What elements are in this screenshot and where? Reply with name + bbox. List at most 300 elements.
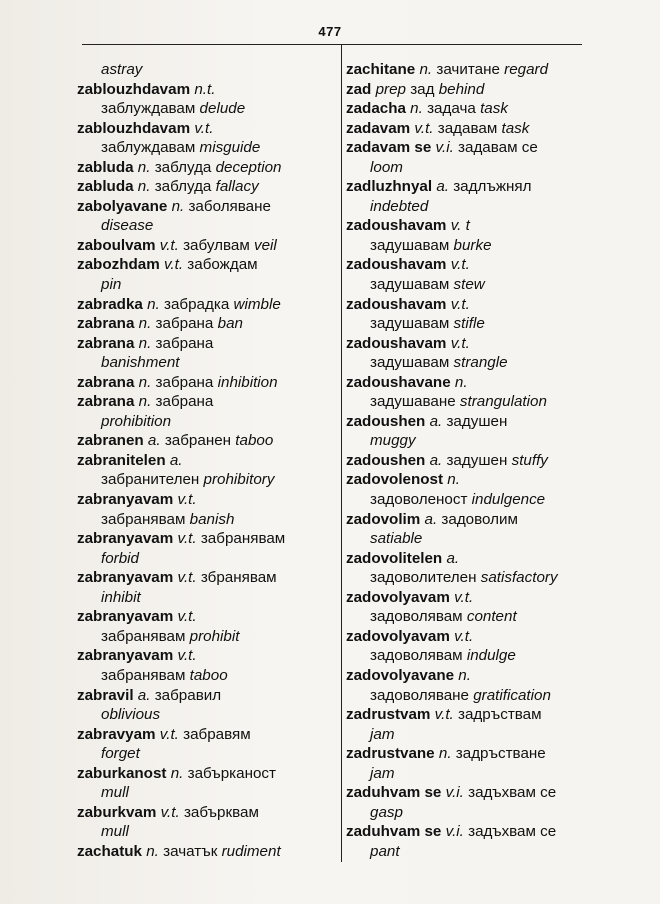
entry-line [77, 822, 339, 842]
dictionary-entry [346, 119, 608, 139]
bulgarian-term: забулвам [183, 236, 250, 254]
bulgarian-term: забравил [154, 686, 222, 704]
entry-line [77, 431, 339, 451]
part-of-speech: v.t. [159, 236, 179, 254]
headword: zabranyavam [77, 569, 174, 587]
part-of-speech: v.t. [177, 491, 197, 509]
dictionary-entry [77, 451, 339, 490]
headword: zadoushavam [346, 256, 447, 274]
english-translation: stifle [453, 315, 485, 333]
bulgarian-term: задушен [446, 412, 508, 430]
entry-line [346, 216, 608, 236]
page-number: 477 [318, 24, 342, 39]
entry-line [77, 353, 339, 373]
part-of-speech: v.t. [177, 569, 197, 587]
entry-line [77, 783, 339, 803]
part-of-speech: n. [458, 666, 471, 684]
bulgarian-term: забранителен [101, 471, 200, 489]
english-translation: prohibit [189, 627, 240, 645]
headword: zaburkvam [77, 803, 157, 821]
dictionary-entry [77, 158, 339, 178]
part-of-speech: v.t. [177, 647, 197, 665]
bulgarian-term: забранявам [101, 510, 186, 528]
entry-line [346, 295, 608, 315]
headword: zadacha [346, 100, 406, 118]
english-translation: disease [101, 217, 154, 235]
headword: zabranitelen [77, 451, 166, 469]
entry-line [346, 314, 608, 334]
english-translation: taboo [189, 666, 228, 684]
bulgarian-term: заблуда [154, 158, 212, 176]
part-of-speech: n. [147, 295, 160, 313]
entry-line [346, 197, 608, 217]
headword: zabluda [77, 178, 134, 196]
english-translation: inhibition [217, 373, 278, 391]
dictionary-entry [77, 255, 339, 294]
english-translation: jam [370, 725, 395, 743]
dictionary-entry [77, 607, 339, 646]
bulgarian-term: забърквам [183, 803, 259, 821]
english-translation: strangle [453, 354, 508, 372]
entry-line [77, 666, 339, 686]
headword: zablouzhdavam [77, 119, 191, 137]
english-translation: astray [101, 61, 143, 78]
english-translation: wimble [233, 295, 281, 313]
bulgarian-term: зачатък [163, 842, 218, 860]
headword: zadovolyavane [346, 666, 455, 684]
headword: zaboulvam [77, 236, 156, 254]
dictionary-entry [77, 764, 339, 803]
entry-line [346, 60, 608, 80]
english-translation: deception [215, 158, 282, 176]
dictionary-entry [346, 177, 608, 216]
headword: zadoushavane [346, 373, 451, 391]
headword: zabradka [77, 295, 143, 313]
part-of-speech: v.t. [414, 119, 434, 137]
headword: zabranyavam [77, 647, 174, 665]
dictionary-entry [346, 138, 608, 177]
entry-line [77, 490, 339, 510]
part-of-speech: n. [138, 393, 152, 411]
part-of-speech: n.t. [194, 80, 216, 98]
entry-line [346, 490, 608, 510]
entry-line [77, 314, 339, 334]
entry-line [346, 119, 608, 139]
dictionary-entry [77, 177, 339, 197]
bulgarian-term: задръствам [458, 706, 542, 724]
entry-line [346, 666, 608, 686]
headword: zabranyavam [77, 491, 174, 509]
headword: zabranyavam [77, 608, 174, 626]
english-translation: mull [101, 823, 129, 841]
english-translation: content [466, 608, 517, 626]
dictionary-entry [346, 627, 608, 666]
english-translation: jam [370, 764, 395, 782]
part-of-speech: n. [138, 315, 152, 333]
bulgarian-term: задушавам [370, 315, 450, 333]
headword: zabolyavane [77, 197, 168, 215]
english-translation: behind [438, 80, 485, 98]
entry-line [346, 431, 608, 451]
headword: zadluzhnyal [346, 178, 433, 196]
dictionary-entry [77, 529, 339, 568]
part-of-speech: n. [438, 745, 452, 763]
bulgarian-term: задоволеност [370, 491, 468, 509]
part-of-speech: a. [446, 549, 460, 567]
entry-line [77, 275, 339, 295]
bulgarian-term: задушавам [370, 276, 450, 294]
entry-line [346, 842, 608, 862]
dictionary-entry [77, 490, 339, 529]
entry-line [346, 275, 608, 295]
bulgarian-term: забрана [155, 393, 214, 411]
entry-line [77, 510, 339, 530]
dictionary-entry [346, 255, 608, 294]
part-of-speech: v.t. [454, 588, 474, 606]
entry-line [77, 607, 339, 627]
headword: zadavam [346, 119, 411, 137]
headword: zadrustvam [346, 706, 431, 724]
entry-line [346, 510, 608, 530]
entry-line [346, 412, 608, 432]
part-of-speech: v.i. [445, 823, 464, 841]
bulgarian-term: забранен [164, 432, 232, 450]
bulgarian-term: задавам [437, 119, 498, 137]
english-translation: forbid [101, 549, 139, 567]
entry-line [77, 744, 339, 764]
headword: zadoushen [346, 451, 426, 469]
headword: zadoushen [346, 412, 426, 430]
column-divider [341, 44, 342, 862]
headword: zadovolyavam [346, 627, 450, 645]
entry-line [77, 470, 339, 490]
bulgarian-term: задача [427, 100, 476, 118]
entry-line [77, 803, 339, 823]
part-of-speech: v.t. [177, 608, 197, 626]
headword: zabluda [77, 158, 134, 176]
headword: zadavam se [346, 139, 432, 157]
headword: zadovolim [346, 510, 421, 528]
part-of-speech: n. [146, 842, 159, 860]
part-of-speech: prep [375, 80, 406, 98]
entry-line [77, 549, 339, 569]
part-of-speech: v.t. [450, 334, 470, 352]
headword: zabrana [77, 373, 135, 391]
entry-line [77, 725, 339, 745]
bulgarian-term: забрана [155, 373, 214, 391]
headword: zaduhvam se [346, 823, 442, 841]
entry-line [77, 842, 339, 862]
headword: zabrana [77, 334, 135, 352]
bulgarian-term: заблуждавам [101, 139, 196, 157]
english-translation: regard [504, 61, 549, 78]
dictionary-entry [346, 666, 608, 705]
bulgarian-term: забранявам [200, 530, 286, 548]
dictionary-entry [77, 197, 339, 236]
part-of-speech: v.t. [160, 803, 180, 821]
part-of-speech: n. [170, 764, 184, 782]
part-of-speech: n. [447, 471, 460, 489]
entry-line [346, 549, 608, 569]
bulgarian-term: задоволяване [370, 686, 469, 704]
entry-line [346, 764, 608, 784]
dictionary-entry [77, 295, 339, 315]
headword: zablouzhdavam [77, 80, 191, 98]
right-column [346, 60, 608, 861]
english-translation: indulge [466, 647, 516, 665]
entry-line [77, 373, 339, 393]
dictionary-entry [346, 822, 608, 861]
bulgarian-term: забрана [155, 315, 214, 333]
dictionary-entry [77, 60, 339, 80]
dictionary-entry [77, 568, 339, 607]
entry-line [77, 99, 339, 119]
part-of-speech: n. [454, 373, 468, 391]
entry-line [346, 255, 608, 275]
english-translation: pant [370, 842, 400, 860]
entry-line [346, 588, 608, 608]
entry-line [346, 744, 608, 764]
part-of-speech: a. [436, 178, 449, 196]
dictionary-entry [346, 80, 608, 100]
part-of-speech: a. [424, 510, 438, 528]
bulgarian-term: задоволим [441, 510, 518, 528]
english-translation: indebted [370, 197, 429, 215]
entry-line [346, 334, 608, 354]
bulgarian-term: збранявам [200, 569, 277, 587]
entry-line [346, 470, 608, 490]
headword: zadoushavam [346, 295, 447, 313]
headword: zad [346, 80, 372, 98]
bulgarian-term: забождам [187, 256, 258, 274]
dictionary-entry [77, 80, 339, 119]
part-of-speech: v.t. [194, 119, 214, 137]
entry-line [346, 529, 608, 549]
entry-line [77, 764, 339, 784]
bulgarian-term: задоволителен [370, 569, 477, 587]
english-translation: stuffy [511, 451, 548, 469]
entry-line [346, 392, 608, 412]
english-translation: banishment [101, 354, 180, 372]
bulgarian-term: зачитане [436, 61, 500, 78]
part-of-speech: a. [429, 451, 443, 469]
dictionary-entry [346, 451, 608, 471]
entry-line [346, 99, 608, 119]
english-translation: veil [254, 236, 277, 254]
entry-line [346, 80, 608, 100]
part-of-speech: n. [419, 61, 433, 78]
entry-line [346, 783, 608, 803]
part-of-speech: a. [147, 432, 161, 450]
bulgarian-term: заблуда [154, 178, 212, 196]
entry-line [77, 412, 339, 432]
entry-line [346, 373, 608, 393]
english-translation: satiable [370, 530, 423, 548]
headword: zabravil [77, 686, 134, 704]
bulgarian-term: задоволявам [370, 647, 463, 665]
english-translation: stew [453, 276, 485, 294]
bulgarian-term: задушавам [370, 354, 450, 372]
part-of-speech: a. [429, 412, 443, 430]
dictionary-entry [77, 803, 339, 842]
entry-line [346, 607, 608, 627]
entry-line [77, 588, 339, 608]
headword: zabozhdam [77, 256, 160, 274]
dictionary-entry [77, 236, 339, 256]
part-of-speech: n. [410, 100, 423, 118]
bulgarian-term: заболяване [188, 197, 271, 215]
entry-line [77, 158, 339, 178]
entry-line [77, 60, 339, 80]
dictionary-entry [346, 783, 608, 822]
headword: zadovolyavam [346, 588, 450, 606]
dictionary-entry [77, 314, 339, 334]
entry-line [346, 177, 608, 197]
english-translation: indulgence [471, 491, 546, 509]
english-translation: loom [370, 158, 403, 176]
entry-line [77, 119, 339, 139]
dictionary-entry [346, 99, 608, 119]
part-of-speech: v.t. [434, 706, 454, 724]
english-translation: strangulation [459, 393, 547, 411]
entry-line [77, 334, 339, 354]
part-of-speech: n. [137, 158, 151, 176]
headword: zabravyam [77, 725, 156, 743]
bulgarian-term: забранявам [101, 627, 186, 645]
dictionary-entry [77, 646, 339, 685]
dictionary-entry [77, 392, 339, 431]
dictionary-entry [346, 510, 608, 549]
english-translation: misguide [199, 139, 261, 157]
headword: zabranyavam [77, 530, 174, 548]
bulgarian-term: забравям [183, 725, 251, 743]
english-translation: muggy [370, 432, 416, 450]
part-of-speech: n. [138, 373, 152, 391]
headword: zaburkanost [77, 764, 167, 782]
english-translation: satisfactory [480, 569, 558, 587]
headword: zadrustvane [346, 745, 435, 763]
english-translation: gasp [370, 803, 403, 821]
entry-line [77, 138, 339, 158]
entry-line [77, 255, 339, 275]
bulgarian-term: заблуждавам [101, 100, 196, 118]
entry-line [346, 822, 608, 842]
dictionary-entry [346, 373, 608, 412]
part-of-speech: n. [137, 178, 151, 196]
entry-line [77, 392, 339, 412]
entry-line [346, 236, 608, 256]
headword: zabrana [77, 393, 135, 411]
entry-line [77, 216, 339, 236]
english-translation: forget [101, 745, 140, 763]
entry-line [346, 705, 608, 725]
english-translation: taboo [235, 432, 274, 450]
dictionary-entry [346, 412, 608, 451]
entry-line [346, 686, 608, 706]
english-translation: prohibition [101, 412, 172, 430]
entry-line [77, 451, 339, 471]
entry-line [77, 80, 339, 100]
english-translation: inhibit [101, 588, 141, 606]
english-translation: fallacy [215, 178, 259, 196]
part-of-speech: a. [137, 686, 151, 704]
bulgarian-term: забрадка [164, 295, 230, 313]
part-of-speech: v.t. [163, 256, 184, 274]
dictionary-entry [346, 470, 608, 509]
bulgarian-term: задъхвам се [468, 784, 557, 802]
bulgarian-term: забранявам [101, 666, 186, 684]
bulgarian-term: задоволявам [370, 608, 463, 626]
english-translation: task [501, 119, 530, 137]
entry-line [346, 627, 608, 647]
entry-line [77, 236, 339, 256]
entry-line [77, 627, 339, 647]
dictionary-entry [77, 686, 339, 725]
english-translation: ban [217, 315, 243, 333]
entry-line [346, 725, 608, 745]
headword: zachatuk [77, 842, 142, 860]
entry-line [77, 568, 339, 588]
dictionary-entry [346, 744, 608, 783]
english-translation: mull [101, 784, 129, 802]
headword: zadovolitelen [346, 549, 443, 567]
dictionary-entry [77, 725, 339, 764]
entry-line [77, 705, 339, 725]
dictionary-entry [77, 842, 339, 862]
entry-line [346, 646, 608, 666]
bulgarian-term: задушавам [370, 236, 450, 254]
part-of-speech: v.i. [435, 139, 454, 157]
english-translation: delude [199, 100, 246, 118]
bulgarian-term: задъхвам се [468, 823, 557, 841]
dictionary-entry [77, 373, 339, 393]
english-translation: prohibitory [203, 471, 275, 489]
part-of-speech: v.t. [159, 725, 179, 743]
left-column [77, 60, 339, 861]
part-of-speech: v.t. [454, 627, 474, 645]
entry-line [77, 686, 339, 706]
english-translation: task [480, 100, 508, 118]
part-of-speech: n. [171, 197, 185, 215]
entry-line [346, 353, 608, 373]
header-rule [82, 44, 582, 45]
part-of-speech: v.t. [450, 256, 470, 274]
english-translation: burke [453, 236, 492, 254]
dictionary-entry [346, 295, 608, 334]
entry-line [346, 158, 608, 178]
headword: zaduhvam se [346, 784, 442, 802]
english-translation: rudiment [221, 842, 281, 860]
bulgarian-term: забрана [155, 334, 214, 352]
bulgarian-term: задушен [446, 451, 508, 469]
bulgarian-term: забърканост [187, 764, 276, 782]
entry-line [346, 138, 608, 158]
dictionary-entry [77, 334, 339, 373]
bulgarian-term: задавам се [458, 139, 538, 157]
entry-line [77, 295, 339, 315]
headword: zadoushavam [346, 217, 447, 235]
dictionary-entry [77, 119, 339, 158]
headword: zadoushavam [346, 334, 447, 352]
bulgarian-term: зад [410, 80, 435, 98]
part-of-speech: n. [138, 334, 152, 352]
dictionary-entry [77, 431, 339, 451]
dictionary-entry [346, 334, 608, 373]
dictionary-entry [346, 705, 608, 744]
dictionary-entry [346, 216, 608, 255]
english-translation: banish [189, 510, 235, 528]
dictionary-entry [346, 588, 608, 627]
